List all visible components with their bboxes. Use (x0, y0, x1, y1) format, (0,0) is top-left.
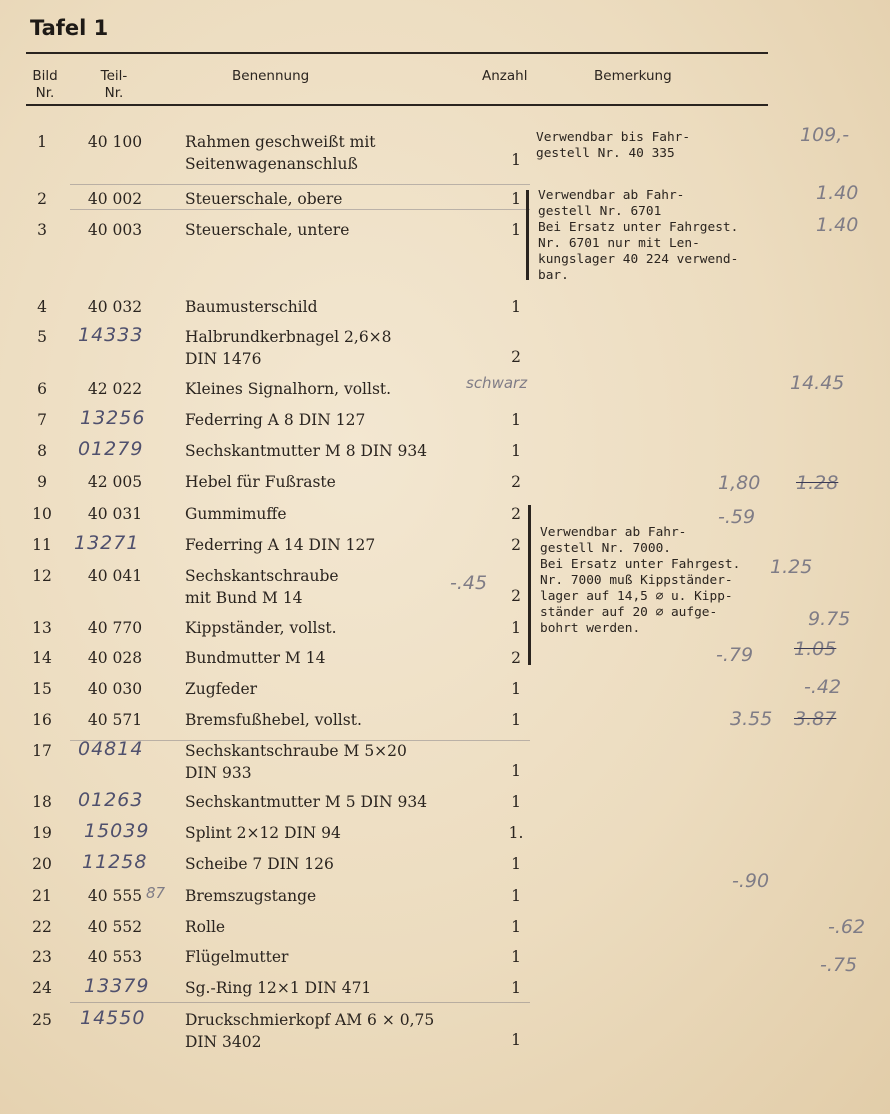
remark-stand (540, 525, 740, 637)
part-quantity: 2 (511, 505, 521, 523)
part-number-handwritten: 13256 (80, 407, 146, 429)
remark-line: ständer auf 20 ∅ aufge- (540, 605, 718, 620)
part-quantity: 1 (511, 948, 521, 966)
remark-line: gestell Nr. 6701 (538, 204, 662, 219)
part-name: Steuerschale, obere (185, 190, 343, 208)
row-number: 13 (32, 619, 52, 637)
row-number: 4 (37, 298, 47, 316)
part-quantity: 1 (511, 619, 521, 637)
part-name: Sg.-Ring 12×1 DIN 471 (185, 979, 372, 997)
part-name: Rolle (185, 918, 226, 936)
part-quantity: 1 (511, 918, 521, 936)
remark-line: gestell Nr. 40 335 (536, 146, 675, 161)
handwritten-price: -.62 (828, 916, 866, 938)
remark-line: Verwendbar ab Fahr- (538, 188, 685, 203)
part-quantity: 2 (511, 348, 521, 366)
part-name (185, 326, 392, 370)
part-name: Bremsfußhebel, vollst. (185, 711, 362, 729)
handwritten-price: -.45 (450, 572, 488, 594)
part-number: 42 005 (87, 473, 143, 491)
remark-line: Verwendbar ab Fahr- (540, 525, 687, 540)
part-name-line2: mit Bund M 14 (185, 589, 303, 607)
part-number-handwritten: 11258 (82, 851, 148, 873)
row-divider (70, 1002, 530, 1003)
part-number: 40 028 (87, 649, 143, 667)
row-number: 16 (32, 711, 52, 729)
row-number: 23 (32, 948, 52, 966)
part-quantity: 2 (511, 473, 521, 491)
remark-frame-range (536, 130, 690, 162)
part-number-handwritten: 01263 (78, 789, 144, 811)
row-number: 8 (37, 442, 47, 460)
part-quantity: 1 (511, 680, 521, 698)
handwritten-price: 1.40 (816, 182, 859, 204)
remark-line: lager auf 14,5 ∅ u. Kipp- (540, 589, 733, 604)
remark-line: Verwendbar bis Fahr- (536, 130, 691, 145)
part-name: Baumusterschild (185, 298, 318, 316)
part-number: 40 553 (87, 948, 143, 966)
row-number: 24 (32, 979, 52, 997)
part-name: Kleines Signalhorn, vollst. (185, 380, 392, 398)
part-name: Sechskantmutter M 5 DIN 934 (185, 793, 428, 811)
remark-line: bar. (538, 268, 569, 283)
part-name-line1: Halbrundkerbnagel 2,6×8 (185, 328, 392, 346)
remark-line: bohrt werden. (540, 621, 641, 636)
part-name: Sechskantmutter M 8 DIN 934 (185, 442, 428, 460)
part-name: Scheibe 7 DIN 126 (185, 855, 334, 873)
handwritten-price: 9.75 (808, 608, 851, 630)
part-quantity: 1 (511, 221, 521, 239)
handwritten-price: 3.55 (730, 708, 773, 730)
remark-brace (528, 505, 531, 665)
header-bild-nr (28, 68, 62, 102)
part-number-handwritten: 01279 (78, 438, 144, 460)
row-divider (70, 740, 530, 741)
row-number: 15 (32, 680, 52, 698)
part-number-handwritten: 04814 (78, 738, 144, 760)
part-number-handwritten: 14550 (80, 1007, 146, 1029)
header-benennung: Benennung (232, 68, 310, 84)
part-name-line1: Rahmen geschweißt mit (185, 133, 376, 151)
row-divider (70, 209, 530, 210)
part-name (185, 565, 339, 609)
part-number: 40 555 (87, 887, 143, 905)
handwritten-price: 1,80 (718, 472, 761, 494)
part-number: 40 002 (87, 190, 143, 208)
row-number: 12 (32, 567, 52, 585)
part-name-line2: DIN 933 (185, 764, 252, 782)
part-name: Steuerschale, untere (185, 221, 350, 239)
remark-line: Nr. 7000 muß Kippständer- (540, 573, 733, 588)
header-anzahl: Anzahl (482, 68, 528, 84)
part-name: Splint 2×12 DIN 94 (185, 824, 341, 842)
part-name-line1: Sechskantschraube M 5×20 (185, 742, 407, 760)
part-quantity: 2 (511, 649, 521, 667)
part-number: 40 041 (87, 567, 143, 585)
header-bild-nr-label: Nr. (35, 85, 55, 101)
part-quantity: 1 (511, 1031, 521, 1049)
part-number: 40 552 (87, 918, 143, 936)
part-name (185, 740, 407, 784)
part-name: Federring A 8 DIN 127 (185, 411, 366, 429)
part-number: 42 022 (87, 380, 143, 398)
row-number: 20 (32, 855, 52, 873)
handwritten-price: 14.45 (790, 372, 845, 394)
row-number: 18 (32, 793, 52, 811)
part-quantity: 1 (511, 711, 521, 729)
header-bottom-rule (26, 104, 768, 106)
row-number: 2 (37, 190, 47, 208)
handwritten-price: 1.40 (816, 214, 859, 236)
part-name: Federring A 14 DIN 127 (185, 536, 376, 554)
part-quantity: 1 (511, 411, 521, 429)
remark-line: Bei Ersatz unter Fahrgest. (540, 557, 741, 572)
part-quantity: 1 (511, 442, 521, 460)
part-quantity: 1 (511, 190, 521, 208)
handwritten-price: -.75 (820, 954, 858, 976)
part-quantity: 2 (511, 587, 521, 605)
handwritten-price: 109,- (800, 124, 850, 146)
part-quantity: 1 (511, 298, 521, 316)
part-name-line2: DIN 3402 (185, 1033, 262, 1051)
row-number: 17 (32, 742, 52, 760)
part-number: 40 032 (87, 298, 143, 316)
row-number: 5 (37, 328, 47, 346)
handwritten-price-struck: 1.28 (796, 472, 839, 494)
header-teil-nr (92, 68, 136, 102)
handwritten-note: schwarz (466, 374, 528, 392)
part-name-line2: DIN 1476 (185, 350, 262, 368)
handwritten-price: -.79 (716, 644, 754, 666)
part-quantity: 1 (511, 151, 521, 169)
part-name-line1: Sechskantschraube (185, 567, 339, 585)
handwritten-price: 1.25 (770, 556, 813, 578)
part-quantity: 1 (511, 887, 521, 905)
part-quantity: 1 (511, 855, 521, 873)
header-top-rule (26, 52, 768, 54)
part-number: 40 030 (87, 680, 143, 698)
handwritten-suffix: 87 (146, 884, 166, 902)
remark-line: Nr. 6701 nur mit Len- (538, 236, 700, 251)
remark-line: Bei Ersatz unter Fahrgest. (538, 220, 739, 235)
page-title: Tafel 1 (30, 16, 109, 40)
row-divider (70, 184, 530, 185)
remark-brace (526, 190, 529, 280)
part-name (185, 131, 376, 175)
row-number: 1 (37, 133, 47, 151)
row-number: 9 (37, 473, 47, 491)
part-name: Bremszugstange (185, 887, 317, 905)
part-name: Zugfeder (185, 680, 258, 698)
part-number: 40 031 (87, 505, 143, 523)
part-number-handwritten: 14333 (78, 324, 144, 346)
handwritten-price: -.42 (804, 676, 842, 698)
handwritten-price: -.90 (732, 870, 770, 892)
part-number: 40 770 (87, 619, 143, 637)
row-number: 6 (37, 380, 47, 398)
part-name-line1: Druckschmierkopf AM 6 × 0,75 (185, 1011, 435, 1029)
part-number-handwritten: 15039 (84, 820, 150, 842)
part-quantity: 1 (511, 793, 521, 811)
row-number: 7 (37, 411, 47, 429)
part-number: 40 003 (87, 221, 143, 239)
part-name-line2: Seitenwagenanschluß (185, 155, 358, 173)
part-number-handwritten: 13379 (84, 975, 150, 997)
part-name: Bundmutter M 14 (185, 649, 326, 667)
row-number: 10 (32, 505, 52, 523)
row-number: 11 (32, 536, 52, 554)
remark-line: gestell Nr. 7000. (540, 541, 671, 556)
row-number: 3 (37, 221, 47, 239)
row-number: 22 (32, 918, 52, 936)
part-number: 40 571 (87, 711, 143, 729)
part-quantity: 1 (511, 979, 521, 997)
header-bemerkung: Bemerkung (594, 68, 672, 84)
header-bild-label: Bild (32, 68, 58, 84)
header-teil-nr-label: Nr. (104, 85, 124, 101)
handwritten-price-struck: 1.05 (794, 638, 837, 660)
row-number: 14 (32, 649, 52, 667)
part-name (185, 1009, 434, 1053)
remark-line: kungslager 40 224 verwend- (538, 252, 739, 267)
part-quantity: 1. (508, 824, 524, 842)
row-number: 25 (32, 1011, 52, 1029)
part-name: Gummimuffe (185, 505, 287, 523)
part-name: Hebel für Fußraste (185, 473, 336, 491)
handwritten-price: -.59 (718, 506, 756, 528)
header-teil-label: Teil- (100, 68, 128, 84)
part-name: Kippständer, vollst. (185, 619, 337, 637)
part-quantity: 1 (511, 762, 521, 780)
part-number: 40 100 (87, 133, 143, 151)
part-quantity: 2 (511, 536, 521, 554)
row-number: 19 (32, 824, 52, 842)
part-name: Flügelmutter (185, 948, 289, 966)
handwritten-price-struck: 3.87 (794, 708, 837, 730)
remark-steering (538, 188, 738, 284)
row-number: 21 (32, 887, 52, 905)
part-number-handwritten: 13271 (74, 532, 140, 554)
